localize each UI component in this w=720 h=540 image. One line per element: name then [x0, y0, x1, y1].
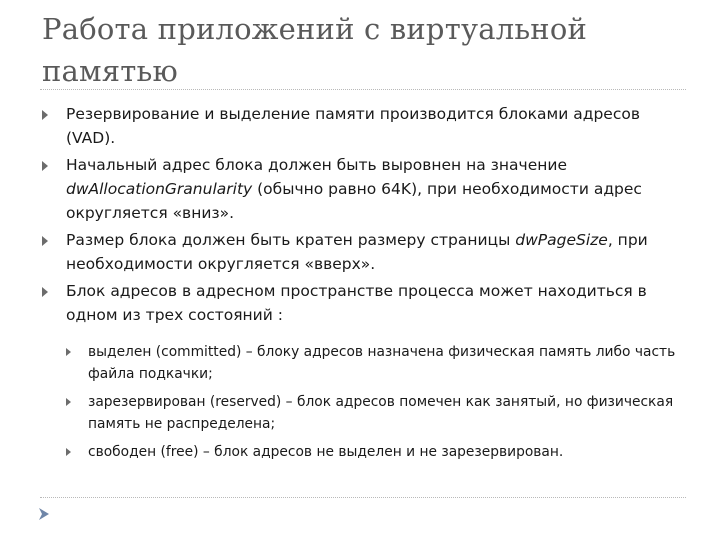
triangle-right-icon	[42, 161, 48, 171]
bullet-emphasis: dwAllocationGranularity	[66, 180, 253, 198]
triangle-right-icon	[42, 236, 48, 246]
sub-bullet-text: выделен (committed) – блоку адресов назначена физическая память либо часть файла подкачки;	[88, 344, 676, 382]
slide-nav-icon[interactable]	[37, 507, 51, 521]
sub-bullet-list	[66, 341, 682, 463]
bullet-text: Размер блока должен быть кратен размеру страницы	[66, 231, 516, 249]
sub-bullet-item	[66, 341, 682, 385]
bullet-text: , при необходимости округляется «вверх».	[66, 231, 648, 273]
triangle-right-icon	[42, 110, 48, 120]
bullet-text: Резервирование и выделение памяти производится блоками адресов (VAD).	[66, 105, 640, 147]
bullet-emphasis: dwPageSize	[515, 231, 608, 249]
bullet-item	[42, 153, 682, 225]
triangle-right-icon	[66, 448, 71, 456]
bullet-text: (обычно равно 64K), при необходимости адрес округляется «вниз».	[66, 180, 642, 222]
bullet-item	[42, 228, 682, 276]
triangle-right-icon	[42, 287, 48, 297]
sub-bullet-text: свободен (free) – блок адресов не выделен и не зарезервирован.	[88, 444, 564, 460]
bullet-text: Начальный адрес блока должен быть выровнен на значение	[66, 156, 567, 174]
bullet-item	[42, 279, 682, 463]
triangle-right-icon	[66, 398, 71, 406]
bullet-text: Блок адресов в адресном пространстве процесса может находиться в одном из трех состояний :	[66, 282, 647, 324]
sub-bullet-text: зарезервирован (reserved) – блок адресов помечен как занятый, но физическая память не распределена;	[88, 394, 674, 432]
slide-title: Работа приложений с виртуальной памятью	[42, 12, 588, 88]
footer-divider	[40, 497, 686, 498]
sub-bullet-item	[66, 391, 682, 435]
triangle-right-icon	[66, 348, 71, 356]
bullet-item	[42, 102, 682, 150]
bullet-list	[42, 102, 682, 469]
sub-bullet-item	[66, 441, 682, 463]
title-divider	[40, 89, 686, 90]
